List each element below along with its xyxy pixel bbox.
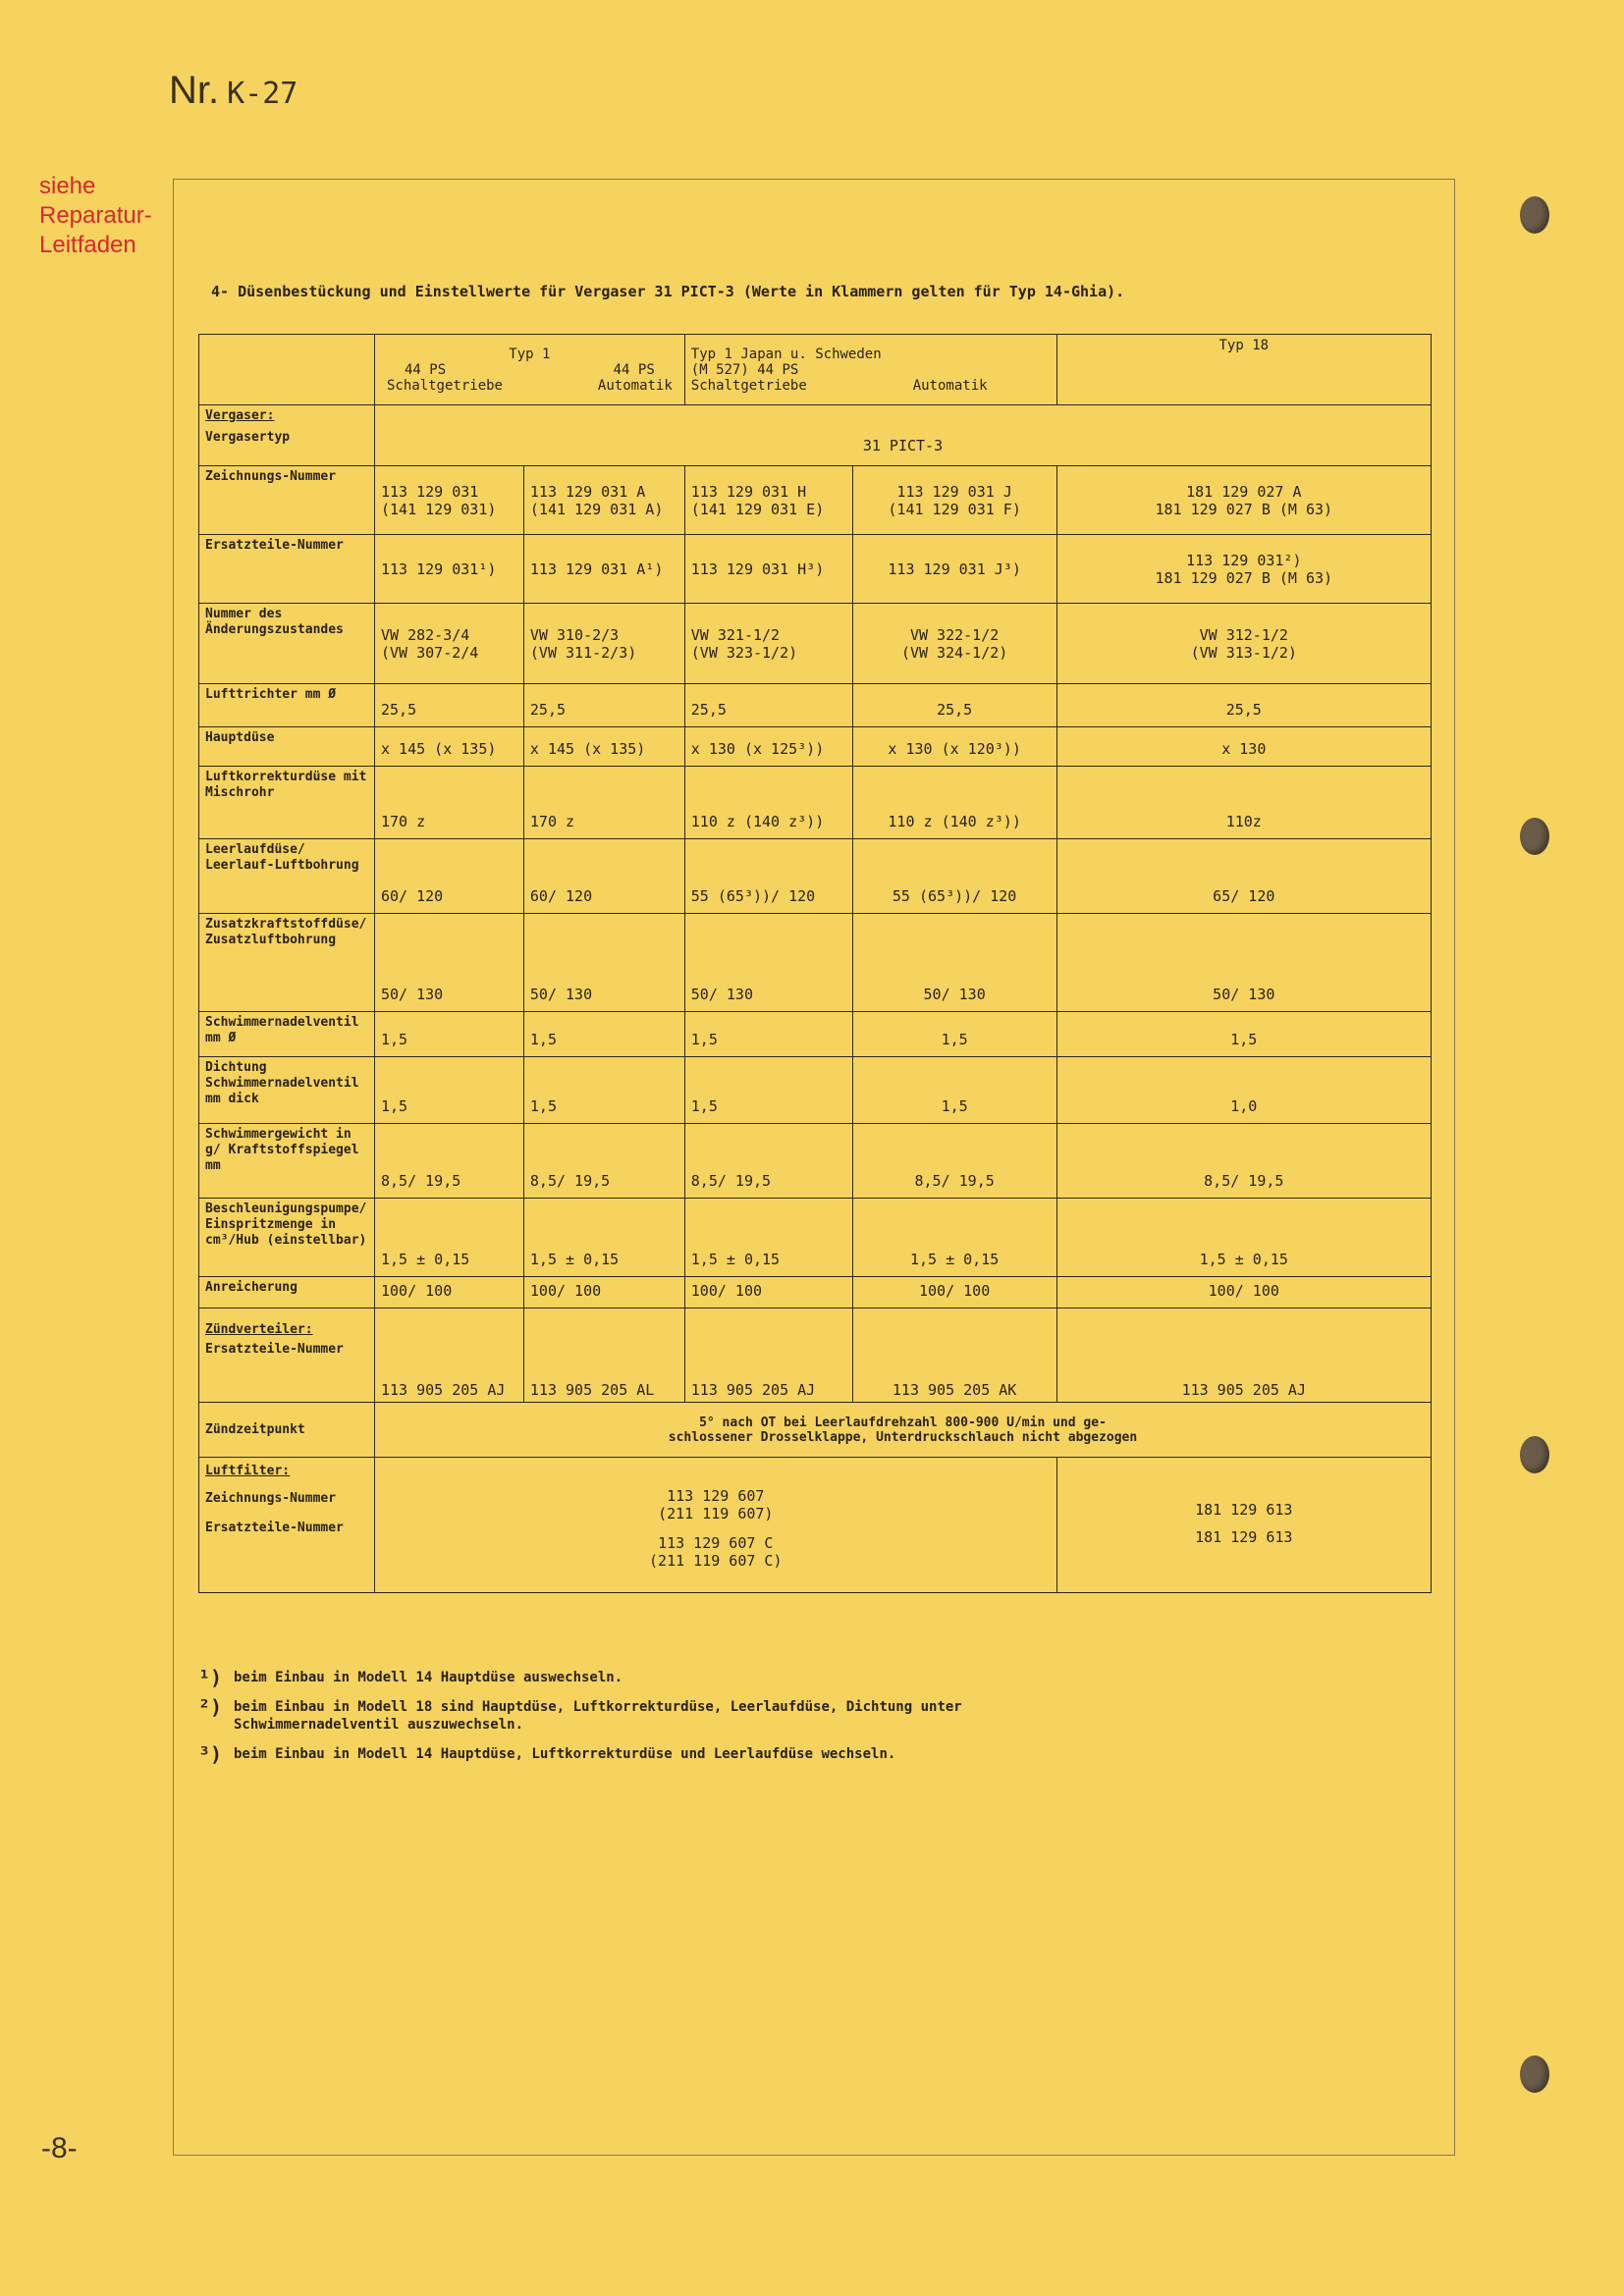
cell-c5 [1056, 1057, 1431, 1124]
cell-value-secondary: (141 129 031 E) [690, 500, 825, 518]
row-label: Luftkorrekturdüse mit Mischrohr [199, 767, 375, 839]
header-typ1-title: Typ 1 [509, 346, 551, 362]
zuendzeitpunkt-row [199, 1403, 1432, 1458]
row-label: Nummer des Änderungszustandes [199, 604, 375, 684]
cell-c5 [1056, 684, 1431, 727]
vergasertyp-value: 31 PICT-3 [374, 405, 1431, 466]
page-number-code: K-27 [227, 77, 298, 111]
luftfilter-zeichnung-main: 113 129 607 [667, 1487, 765, 1505]
cell-value: 1,5 ± 0,15 [690, 1251, 781, 1268]
cell-value: 55 (65³))/ 120 [690, 887, 816, 905]
table-header-row [199, 335, 1432, 405]
cell-c2 [523, 727, 684, 767]
cell-value: 113 129 031 A [529, 482, 646, 501]
vergaser-typ-row [199, 405, 1432, 466]
cell-value: x 130 (x 120³)) [888, 740, 1021, 758]
header-japan-model: (M 527) 44 PS [690, 361, 799, 378]
cell-c3 [684, 684, 852, 727]
cell-c4 [852, 839, 1056, 914]
footnote-text: beim Einbau in Modell 18 sind Hauptdüse, Luftkorrekturdüse, Leerlaufdüse, Dichtung unter Schwimmernadelventil auszuwechseln. [234, 1699, 962, 1733]
cell-c4 [852, 1124, 1056, 1199]
cell-value: 1,5 ± 0,15 [529, 1251, 620, 1268]
cell-c1 [374, 767, 523, 839]
cell-c4 [852, 604, 1056, 684]
cell-c5 [1056, 727, 1431, 767]
cell-value-secondary: (VW 323-1/2) [690, 643, 798, 662]
footnote-mark: ¹) [198, 1666, 223, 1689]
cell-value: 110 z (140 z³)) [690, 813, 825, 830]
cell-value: x 145 (x 135) [380, 740, 497, 758]
binder-hole [1520, 2056, 1549, 2093]
cell-c1 [374, 1277, 523, 1308]
cell-c3 [684, 1277, 852, 1308]
luftfilter-zeichnung-main-b: (211 119 607) [658, 1505, 774, 1522]
cell-c1 [374, 914, 523, 1012]
side-note-line: siehe [39, 173, 96, 199]
cell-c3 [684, 535, 852, 604]
cell-value: 8,5/ 19,5 [380, 1172, 461, 1190]
table-row [199, 727, 1432, 767]
cell-c2 [523, 684, 684, 727]
page-number-footer: -8- [41, 2132, 78, 2164]
cell-c5 [1056, 1124, 1431, 1199]
binder-hole [1520, 1436, 1549, 1473]
cell-value: 113 129 031 H³) [690, 560, 825, 578]
cell-c2 [523, 1199, 684, 1277]
header-typ18-title: Typ 18 [1218, 338, 1270, 353]
cell-value: 1,5 [380, 1031, 408, 1048]
cell-value: 25,5 [380, 701, 417, 719]
table-row [199, 1124, 1432, 1199]
cell-c5 [1056, 1012, 1431, 1057]
cell-value: 1,5 ± 0,15 [380, 1251, 470, 1268]
row-label: Hauptdüse [199, 727, 375, 767]
row-label: Beschleunigungspumpe/ Einspritzmenge in cm³/Hub (einstellbar) [199, 1199, 375, 1277]
luftfilter-ersatz-main-b: (211 119 607 C) [649, 1552, 783, 1570]
cell-c5 [1056, 1277, 1431, 1308]
cell-c5 [1056, 604, 1431, 684]
cell-c3 [684, 1057, 852, 1124]
table-row [199, 535, 1432, 604]
cell-value: VW 282-3/4 [380, 625, 470, 644]
table-row [199, 1277, 1432, 1308]
cell-value: 100/ 100 [380, 1282, 453, 1300]
cell-c5 [1056, 839, 1431, 914]
cell-c3 [684, 914, 852, 1012]
cell-c1 [374, 1057, 523, 1124]
zuendverteiler-row [199, 1308, 1432, 1403]
cell-c3 [684, 1199, 852, 1277]
zuendzeitpunkt-line1: 5° nach OT bei Leerlaufdrehzahl 800-900 U/min und ge- [699, 1415, 1107, 1430]
cell-value-secondary: (VW 313-1/2) [1190, 643, 1297, 662]
page-number-header [169, 69, 298, 113]
cell-c2 [523, 535, 684, 604]
cell-c4 [852, 466, 1056, 535]
cell-c5 [1056, 914, 1431, 1012]
cell-value: 113 129 031 H [690, 482, 807, 501]
footnote [198, 1695, 1019, 1734]
table-row [199, 684, 1432, 727]
table-row [199, 1199, 1432, 1277]
cell-c3 [684, 839, 852, 914]
zuendverteiler-c4: 113 905 205 AK [852, 1308, 1056, 1403]
luftfilter-ersatz-typ18: 181 129 613 [1195, 1528, 1293, 1546]
cell-c1 [374, 604, 523, 684]
row-label: Zeichnungs-Nummer [199, 466, 375, 535]
zuendzeitpunkt-value [374, 1403, 1431, 1458]
cell-value: 113 129 031¹) [380, 560, 497, 578]
cell-c2 [523, 604, 684, 684]
cell-value: 8,5/ 19,5 [690, 1172, 772, 1190]
binder-hole [1520, 196, 1549, 234]
cell-c2 [523, 1012, 684, 1057]
row-label: Dichtung Schwimmernadelventil mm dick [199, 1057, 375, 1124]
cell-c1 [374, 466, 523, 535]
cell-value: 113 129 031 J [896, 482, 1012, 501]
vergaser-rows [199, 466, 1432, 1308]
cell-c4 [852, 727, 1056, 767]
luftfilter-zeichnung-typ18: 181 129 613 [1195, 1501, 1293, 1519]
cell-value: 25,5 [529, 701, 567, 719]
cell-value: VW 310-2/3 [529, 625, 620, 644]
table-row [199, 466, 1432, 535]
cell-value: VW 312-1/2 [1199, 625, 1288, 644]
cell-c3 [684, 604, 852, 684]
cell-c5 [1056, 1199, 1431, 1277]
row-label: Anreicherung [199, 1277, 375, 1308]
zuendverteiler-c1: 113 905 205 AJ [374, 1308, 523, 1403]
footnote-mark: ²) [198, 1695, 223, 1719]
cell-value: 50/ 130 [380, 986, 444, 1003]
header-typ18 [1056, 335, 1431, 405]
cell-c1 [374, 727, 523, 767]
zuendverteiler-c2: 113 905 205 AL [523, 1308, 684, 1403]
cell-value: 1,5 ± 0,15 [909, 1251, 1000, 1268]
cell-c5 [1056, 535, 1431, 604]
cell-value-secondary: (141 129 031 F) [888, 500, 1021, 518]
cell-c5 [1056, 767, 1431, 839]
side-note [39, 172, 152, 260]
table-row [199, 1012, 1432, 1057]
cell-c1 [374, 684, 523, 727]
cell-c3 [684, 767, 852, 839]
row-label: Schwimmergewicht in g/ Kraftstoffspiegel mm [199, 1124, 375, 1199]
cell-value: 55 (65³))/ 120 [892, 887, 1017, 905]
cell-value: 1,5 [690, 1097, 718, 1115]
cell-value: 100/ 100 [1208, 1282, 1279, 1300]
header-typ1-ps-a: 44 PS [404, 361, 447, 378]
row-label: Zusatzkraftstoffdüse/ Zusatzluftbohrung [199, 914, 375, 1012]
cell-value: 1,5 [529, 1097, 557, 1115]
cell-value: 113 129 031²) [1186, 551, 1302, 569]
cell-value: 110z [1225, 813, 1262, 830]
cell-value: 170 z [380, 813, 426, 830]
row-label: Lufttrichter mm Ø [199, 684, 375, 727]
cell-value: 113 129 031 A¹) [529, 560, 664, 578]
cell-value: 1,5 [690, 1031, 718, 1048]
luftfilter-main [374, 1458, 1056, 1593]
cell-c3 [684, 466, 852, 535]
header-japan [684, 335, 1056, 405]
cell-value-secondary: (VW 307-2/4 [380, 643, 479, 662]
cell-value-secondary: (VW 324-1/2) [900, 643, 1008, 662]
cell-value: 1,5 [941, 1097, 968, 1115]
cell-value: 50/ 130 [529, 986, 593, 1003]
zuendverteiler-c3: 113 905 205 AJ [684, 1308, 852, 1403]
table-row [199, 604, 1432, 684]
cell-value: 25,5 [1225, 701, 1262, 719]
footnote [198, 1666, 1019, 1689]
luftfilter-ersatz-main: 113 129 607 C [658, 1534, 774, 1552]
cell-value: VW 321-1/2 [690, 625, 781, 644]
cell-value: 25,5 [937, 701, 973, 719]
header-typ1 [374, 335, 684, 405]
row-label: Ersatzteile-Nummer [199, 535, 375, 604]
cell-value: 50/ 130 [923, 986, 986, 1003]
zuendzeitpunkt-line2: schlossener Drosselklappe, Unterdruckschlauch nicht abgezogen [668, 1429, 1138, 1445]
cell-value-secondary: 181 129 027 B (M 63) [1155, 500, 1333, 518]
zuendzeitpunkt-label: Zündzeitpunkt [199, 1403, 375, 1458]
header-japan-gear-a: Schaltgetriebe [690, 377, 807, 394]
cell-value: 60/ 120 [529, 887, 593, 905]
cell-value: 1,5 [941, 1031, 968, 1048]
header-japan-title: Typ 1 Japan u. Schweden [690, 346, 882, 362]
cell-c4 [852, 1277, 1056, 1308]
cell-value: 100/ 100 [690, 1282, 763, 1300]
table-row [199, 1057, 1432, 1124]
cell-value: 25,5 [690, 701, 727, 719]
cell-value: VW 322-1/2 [909, 625, 1000, 644]
cell-value: 8,5/ 19,5 [529, 1172, 611, 1190]
footnotes [198, 1666, 1019, 1775]
cell-value: 110 z (140 z³)) [888, 813, 1021, 830]
row-label: Schwimmernadelventil mm Ø [199, 1012, 375, 1057]
cell-value: 1,5 [529, 1031, 557, 1048]
cell-value: x 130 [1221, 740, 1267, 758]
footnote-text: beim Einbau in Modell 14 Hauptdüse auswechseln. [234, 1670, 623, 1685]
cell-value: 170 z [529, 813, 575, 830]
cell-value-secondary: (VW 311-2/3) [529, 643, 637, 662]
cell-value-secondary: (141 129 031 A) [529, 500, 664, 518]
row-label: Leerlaufdüse/ Leerlauf-Luftbohrung [199, 839, 375, 914]
table-row [199, 839, 1432, 914]
cell-c5 [1056, 466, 1431, 535]
cell-c1 [374, 1124, 523, 1199]
cell-value-secondary: (141 129 031) [380, 500, 497, 518]
cell-value: 1,5 [1230, 1031, 1258, 1048]
cell-c2 [523, 839, 684, 914]
cell-value-secondary: 181 129 027 B (M 63) [1155, 568, 1333, 587]
cell-value: 100/ 100 [529, 1282, 602, 1300]
table-row [199, 767, 1432, 839]
cell-value: 50/ 130 [1213, 986, 1275, 1003]
cell-value: x 130 (x 125³)) [690, 740, 825, 758]
cell-value: 113 129 031 J³) [888, 560, 1021, 578]
luftfilter-label: Luftfilter: Zeichnungs-Nummer Ersatzteile-Nummer [199, 1458, 375, 1593]
cell-c3 [684, 1124, 852, 1199]
cell-c1 [374, 839, 523, 914]
cell-c2 [523, 466, 684, 535]
luftfilter-typ18 [1056, 1458, 1431, 1593]
carburetor-table [198, 334, 1432, 1593]
header-japan-gear-b: Automatik [912, 377, 988, 394]
cell-c1 [374, 1012, 523, 1057]
cell-value: 1,5 [380, 1097, 408, 1115]
cell-value: 113 129 031 [380, 482, 479, 501]
cell-c1 [374, 1199, 523, 1277]
cell-value: x 145 (x 135) [529, 740, 646, 758]
cell-c2 [523, 1277, 684, 1308]
cell-value: 100/ 100 [919, 1282, 991, 1300]
cell-value: 8,5/ 19,5 [1204, 1172, 1284, 1190]
cell-c4 [852, 1199, 1056, 1277]
cell-c3 [684, 1012, 852, 1057]
cell-value: 60/ 120 [380, 887, 444, 905]
header-typ1-ps-b: 44 PS [613, 361, 655, 378]
cell-c4 [852, 767, 1056, 839]
cell-c2 [523, 1124, 684, 1199]
cell-value: 65/ 120 [1213, 887, 1275, 905]
table-row [199, 914, 1432, 1012]
cell-value: 8,5/ 19,5 [914, 1172, 995, 1190]
cell-c2 [523, 1057, 684, 1124]
vergasertyp-label: Vergasertyp [205, 430, 291, 445]
cell-c4 [852, 1057, 1056, 1124]
section-heading: 4- Düsenbestückung und Einstellwerte für Vergaser 31 PICT-3 (Werte in Klammern gelten für Typ 14-Ghia). [211, 283, 1125, 300]
zuendverteiler-label: Zündverteiler: Ersatzteile-Nummer [199, 1308, 375, 1403]
footnote-text: beim Einbau in Modell 14 Hauptdüse, Luftkorrekturdüse und Leerlaufdüse wechseln. [234, 1746, 896, 1762]
cell-c2 [523, 914, 684, 1012]
cell-c4 [852, 914, 1056, 1012]
cell-c4 [852, 684, 1056, 727]
vergaser-section-label: Vergaser: Vergasertyp [199, 405, 375, 466]
cell-c4 [852, 535, 1056, 604]
footnote [198, 1742, 1019, 1766]
cell-value: 1,5 ± 0,15 [1199, 1251, 1288, 1268]
zuendverteiler-c5: 113 905 205 AJ [1056, 1308, 1431, 1403]
cell-c2 [523, 767, 684, 839]
cell-c1 [374, 535, 523, 604]
cell-value: 50/ 130 [690, 986, 753, 1003]
cell-value: 181 129 027 A [1186, 482, 1302, 501]
cell-c4 [852, 1012, 1056, 1057]
cell-c3 [684, 727, 852, 767]
luftfilter-row [199, 1458, 1432, 1593]
binder-hole [1520, 818, 1549, 855]
header-typ1-gear-b: Automatik [597, 377, 673, 394]
side-note-line: Reparatur- [39, 202, 152, 229]
page-number-prefix: Nr. [169, 69, 220, 112]
cell-value: 1,0 [1230, 1097, 1258, 1115]
header-typ1-gear-a: Schaltgetriebe [386, 377, 503, 394]
footnote-mark: ³) [198, 1742, 223, 1766]
header-empty-cell [199, 335, 375, 405]
side-note-line: Leitfaden [39, 232, 136, 258]
